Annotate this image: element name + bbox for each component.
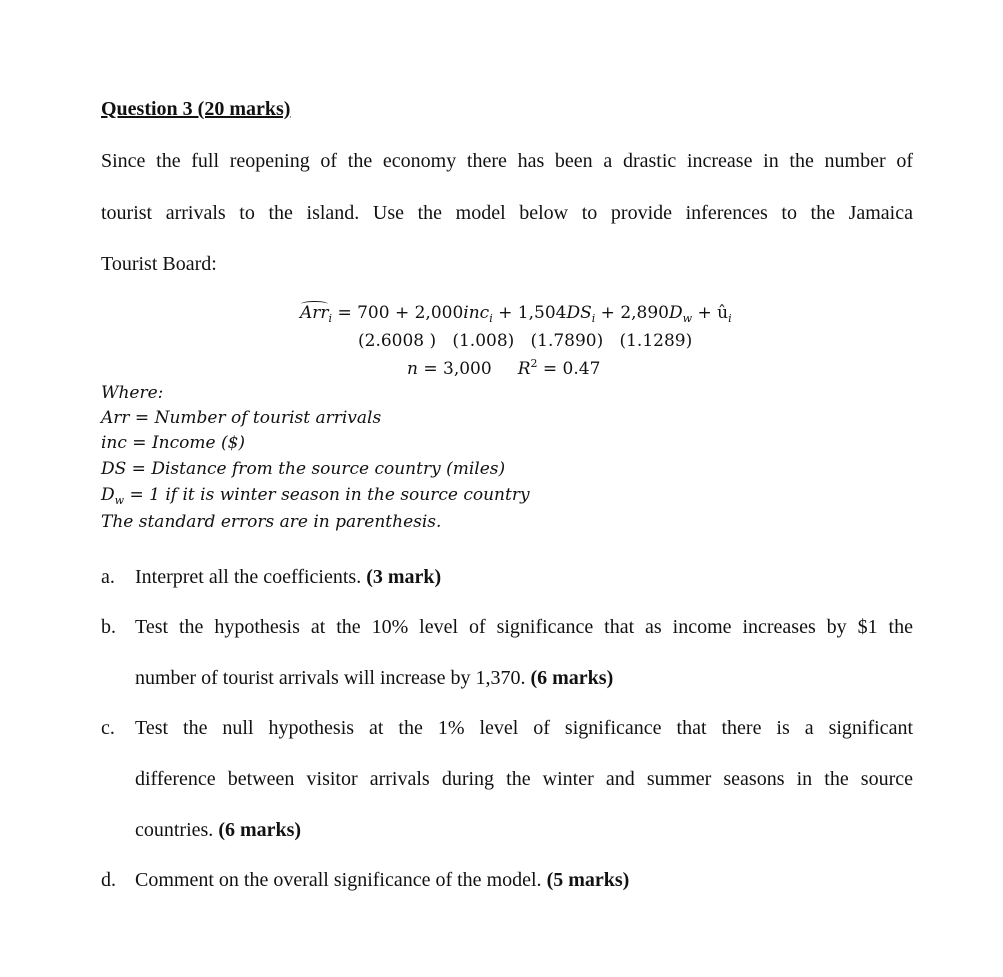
question-d-letter: d. bbox=[101, 869, 116, 891]
question-a-marks: (3 mark) bbox=[366, 566, 442, 588]
question-heading: Question 3 (20 marks) bbox=[101, 98, 291, 120]
where-line-se-note: The standard errors are in parenthesis. bbox=[101, 512, 442, 532]
intro-line-3: Tourist Board: bbox=[101, 253, 217, 275]
regression-equation: $Arr_i = 700 + 2,000inc_i + 1,504DS_i + 2,890D_w$ + $û_i$ bbox=[300, 303, 732, 325]
question-b-marks: (6 marks) bbox=[530, 667, 614, 689]
question-b-line-2: number of tourist arrivals will increase by 1,370. (6 marks) bbox=[135, 667, 614, 689]
where-title: Where: bbox=[101, 383, 164, 403]
question-b-line-1: Test the hypothesis at the 10% level of significance that as income increases by $1 the bbox=[135, 616, 913, 638]
question-c-line-1: Test the null hypothesis at the 1% level of significance that there is a significant bbox=[135, 717, 913, 739]
question-c-letter: c. bbox=[101, 717, 115, 739]
question-b-letter: b. bbox=[101, 616, 116, 638]
model-stats-row: n = 3,000 $R^2 = 0.47$ bbox=[407, 357, 601, 379]
question-c-marks: (6 marks) bbox=[218, 819, 302, 841]
question-a-letter: a. bbox=[101, 566, 115, 588]
question-c-line-3: countries. (6 marks) bbox=[135, 819, 302, 841]
standard-errors-row: (2.6008 ) (1.008) (1.7890) (1.1289) bbox=[358, 331, 693, 351]
where-line-inc: inc = Income ($) bbox=[101, 433, 246, 453]
where-line-arr: Arr = Number of tourist arrivals bbox=[101, 408, 382, 428]
question-c-line-2: difference between visitor arrivals during the winter and summer seasons in the source bbox=[135, 768, 913, 790]
intro-line-2: tourist arrivals to the island. Use the model below to provide inferences to the Jamaica bbox=[101, 202, 913, 224]
intro-line-1: Since the full reopening of the economy there has been a drastic increase in the number of bbox=[101, 150, 913, 172]
arr-hat-term: Arr bbox=[300, 303, 329, 323]
where-line-dw: $D_w = 1$ if it is winter season in the source country bbox=[101, 485, 530, 507]
question-d-marks: (5 marks) bbox=[546, 869, 630, 891]
question-a-text: Interpret all the coefficients. (3 mark) bbox=[135, 566, 442, 588]
question-d-text: Comment on the overall significance of the model. (5 marks) bbox=[135, 869, 630, 891]
where-line-ds: DS = Distance from the source country (miles) bbox=[101, 459, 506, 479]
